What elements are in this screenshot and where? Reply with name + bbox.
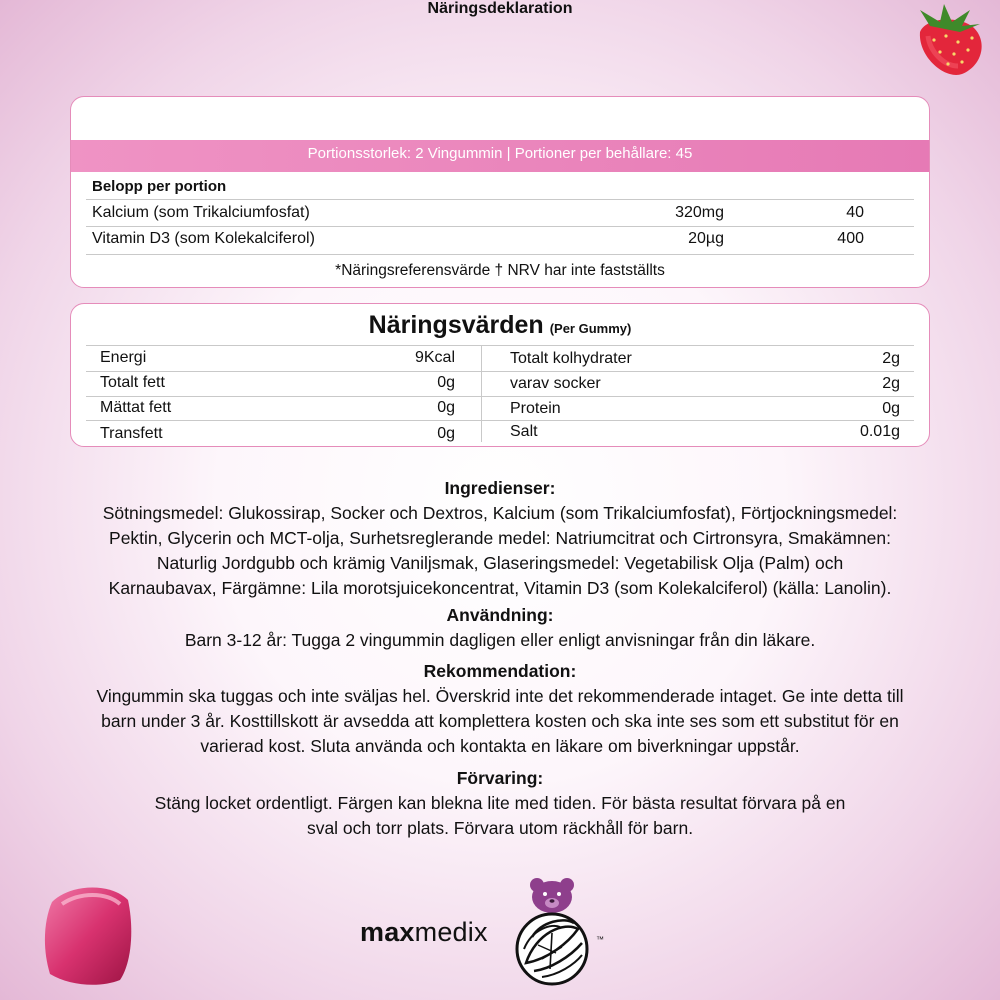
gummy-candy-image <box>40 878 135 988</box>
salt-label: Salt <box>510 423 538 440</box>
vitamin-d3-name: Vitamin D3 (som Kolekalciferol) <box>92 230 315 247</box>
vitamin-d3-amount: 20µg <box>688 230 724 247</box>
storage-line: Stäng locket ordentligt. Färgen kan blekna lite med tiden. För bästa resultat förvara på en <box>154 793 846 813</box>
carbs-value: 2g <box>882 350 900 367</box>
recommendation-line: varierad kost. Sluta använda och kontakta en läkare om biverkningar uppstår. <box>200 736 800 756</box>
trademark-symbol: ™ <box>596 935 604 944</box>
calcium-amount: 320mg <box>675 204 724 221</box>
ingredients-line: Sötningsmedel: Glukossirap, Socker och Dextros, Kalcium (som Trikalciumfosfat), Förtjockningsmedel: <box>102 503 898 523</box>
storage-section <box>30 765 970 841</box>
serving-info: Portionsstorlek: 2 Vingummin | Portioner per behållare: 45 <box>71 140 929 172</box>
recommendation-line: barn under 3 år. Kosttillskott är avsedda att komplettera kosten och ska inte ses som ett substitut för en <box>101 711 899 731</box>
energy-label: Energi <box>100 349 147 366</box>
trans-fat-label: Transfett <box>100 425 163 442</box>
total-fat-label: Totalt fett <box>100 374 165 391</box>
brand-logo-text <box>360 917 488 948</box>
recommendation-heading: Rekommendation: <box>423 661 577 681</box>
nrv-footnote: *Näringsreferensvärde † NRV har inte fastställts <box>335 262 665 279</box>
trans-fat-value: 0g <box>437 425 455 442</box>
ingredients-line: Naturlig Jordgubb och krämig Vaniljsmak, Glaseringsmedel: Vegetabilisk Olja (Palm) och <box>156 553 844 573</box>
storage-heading: Förvaring: <box>456 768 544 788</box>
recommendation-section <box>30 658 970 759</box>
total-fat-value: 0g <box>437 374 455 391</box>
salt-value: 0.01g <box>859 423 900 440</box>
usage-heading: Användning: <box>446 605 554 625</box>
storage-line: sval och torr plats. Förvara utom räckhåll för barn. <box>306 818 694 838</box>
ingredients-section <box>30 475 970 601</box>
energy-value: 9Kcal <box>414 349 455 366</box>
values-title: Näringsvärden <box>368 311 544 339</box>
usage-section <box>30 602 970 653</box>
saturated-fat-value: 0g <box>437 399 455 416</box>
usage-line: Barn 3-12 år: Tugga 2 vingummin dagligen eller enligt anvisningar från din läkare. <box>184 630 816 650</box>
bear-logo-icon <box>512 873 592 991</box>
column-divider <box>481 346 482 442</box>
sugar-value: 2g <box>882 375 900 392</box>
ingredients-heading: Ingredienser: <box>444 478 556 498</box>
carbs-label: Totalt kolhydrater <box>510 350 632 367</box>
brand-name-regular: medix <box>414 917 488 947</box>
protein-label: Protein <box>510 400 561 417</box>
calcium-name: Kalcium (som Trikalciumfosfat) <box>92 204 310 221</box>
ingredients-line: Pektin, Glycerin och MCT-olja, Surhetsreglerande medel: Natriumcitrat och Cirtronsyra, Smakämnen: <box>109 528 891 548</box>
calcium-nrv: 40 <box>846 204 864 221</box>
protein-value: 0g <box>882 400 900 417</box>
vitamin-d3-nrv: 400 <box>837 230 864 247</box>
recommendation-line: Vingummin ska tuggas och inte sväljas hel. Överskrid inte det rekommenderade intaget. Ge inte detta till <box>96 686 904 706</box>
ingredients-line: Karnaubavax, Färgämne: Lila morotsjuicekoncentrat, Vitamin D3 (som Kolekalciferol) (källa: Lanolin). <box>108 578 892 598</box>
amount-per-serving-header: Belopp per portion <box>92 178 227 195</box>
values-subtitle: (Per Gummy) <box>549 321 632 336</box>
saturated-fat-label: Mättat fett <box>100 399 172 416</box>
declaration-title: Näringsdeklaration <box>427 0 573 17</box>
sugar-label: varav socker <box>510 375 601 392</box>
brand-name-bold: max <box>360 917 415 947</box>
values-title-block <box>0 311 1000 340</box>
